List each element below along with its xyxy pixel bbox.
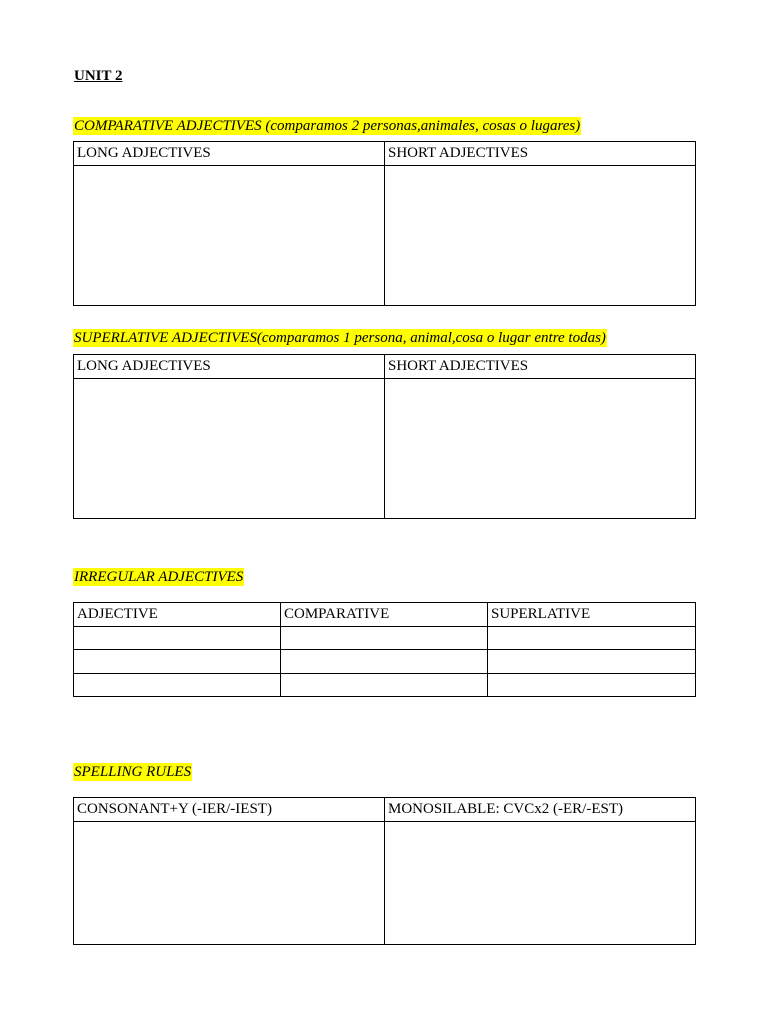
table-header-row (74, 603, 696, 627)
table-row (74, 674, 696, 697)
comparative-table (73, 141, 696, 306)
table-row (74, 650, 696, 674)
table-header-row (74, 355, 696, 379)
irregular-cell[interactable] (281, 650, 488, 674)
irregular-cell[interactable] (488, 627, 696, 650)
comparative-long-header: LONG ADJECTIVES (74, 142, 385, 166)
irregular-superlative-header: SUPERLATIVE (488, 603, 696, 627)
spelling-consonant-y-header: CONSONANT+Y (-IER/-IEST) (74, 798, 385, 822)
comparative-short-cell[interactable] (385, 166, 696, 306)
irregular-cell[interactable] (488, 674, 696, 697)
table-row (74, 822, 696, 945)
superlative-short-cell[interactable] (385, 379, 696, 519)
comparative-heading: COMPARATIVE ADJECTIVES (comparamos 2 personas,animales, cosas o lugares) (74, 118, 581, 134)
irregular-cell[interactable] (281, 674, 488, 697)
table-row (74, 627, 696, 650)
unit-title: UNIT 2 (74, 68, 123, 84)
table-row (74, 379, 696, 519)
table-row (74, 166, 696, 306)
superlative-heading: SUPERLATIVE ADJECTIVES(comparamos 1 persona, animal,cosa o lugar entre todas) (74, 330, 606, 346)
comparative-short-header: SHORT ADJECTIVES (385, 142, 696, 166)
comparative-long-cell[interactable] (74, 166, 385, 306)
spelling-consonant-y-cell[interactable] (74, 822, 385, 945)
spelling-table (73, 797, 696, 945)
superlative-table (73, 354, 696, 519)
table-header-row (74, 798, 696, 822)
irregular-table (73, 602, 696, 697)
irregular-cell[interactable] (281, 627, 488, 650)
spelling-heading: SPELLING RULES (74, 764, 192, 780)
spelling-monosilable-cell[interactable] (385, 822, 696, 945)
spelling-monosilable-header: MONOSILABLE: CVCx2 (-ER/-EST) (385, 798, 696, 822)
irregular-heading: IRREGULAR ADJECTIVES (74, 569, 244, 585)
irregular-cell[interactable] (74, 674, 281, 697)
superlative-long-cell[interactable] (74, 379, 385, 519)
irregular-comparative-header: COMPARATIVE (281, 603, 488, 627)
irregular-cell[interactable] (74, 650, 281, 674)
table-header-row (74, 142, 696, 166)
irregular-cell[interactable] (74, 627, 281, 650)
superlative-short-header: SHORT ADJECTIVES (385, 355, 696, 379)
superlative-long-header: LONG ADJECTIVES (74, 355, 385, 379)
irregular-cell[interactable] (488, 650, 696, 674)
irregular-adjective-header: ADJECTIVE (74, 603, 281, 627)
